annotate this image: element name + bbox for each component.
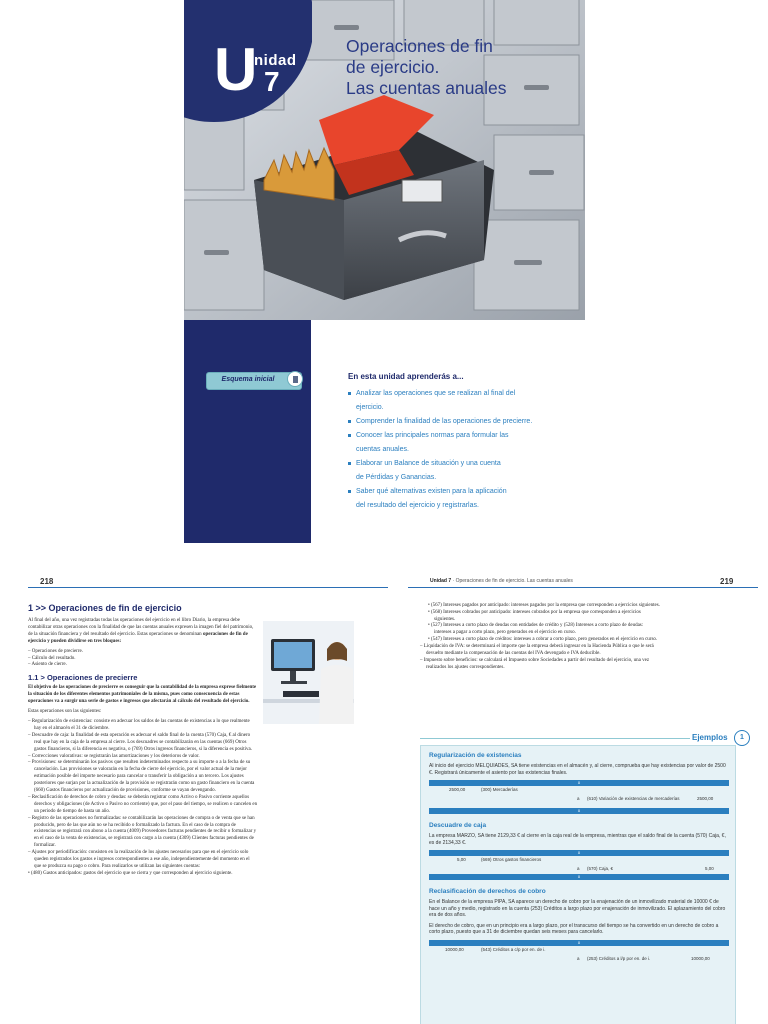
book-spread	[8, 563, 768, 1024]
objective-line: del resultado del ejercicio y registrarlas.	[356, 502, 479, 509]
credit-separator: a	[577, 796, 580, 801]
left-column	[28, 603, 258, 878]
example-title: Regularización de existencias	[429, 752, 522, 759]
operation-item: – Liquidación de IVA: se determinará el importe que la empresa deberá ingresar en la Hacienda Pública o que le será devuelto mediante la compensación de las cuentas del IVA devengado e IVA deducible.	[420, 643, 654, 656]
intro-text: Al final del año, una vez registradas todas las operaciones del ejercicio en el libro Diario, la empresa debe contabilizar otras operaciones con la finalidad de que las cuentas anuales expresen la imagen fiel del patrimonio, de la situación financiera y del resultado del ejercicio. Estas operaciones se denominan	[28, 618, 254, 637]
journal-row	[429, 795, 729, 804]
examples-number: 1	[734, 730, 750, 746]
precierre-paragraph: El objetivo de las operaciones de precierre es conseguir que la contabilidad de la empresa exprese fielmente la situación de los diferentes elementos patrimoniales de la misma, pues como consecuencia de estas operaciones va a surgir una serie de gastos e ingresos que afectarán al cálculo del resultado del ejercicio.	[28, 685, 257, 705]
debit-amount: 5,00	[457, 857, 466, 862]
block-item: – Cálculo del resultado.	[28, 655, 76, 661]
example-text: El derecho de cobro, que en un principio era a largo plazo, por el transcurso del tiempo se ha convertido en un derecho de cobro a corto plazo, puesto que a 31 de diciembre quedan seis meses para cancelarlo.	[429, 922, 719, 935]
objective-item	[348, 387, 578, 415]
block-item: – Operaciones de precierre.	[28, 648, 83, 654]
example-text: La empresa MARZO, SA tiene 2129,33 € al cierre en la caja real de la empresa, mientras que el saldo final de la cuenta (570) Caja, €, es de 2134,33 €.	[429, 833, 726, 846]
operation-item: – Ajustes por periodificación: consisten en la realización de los ajustes necesarios para que en el ejercicio solo queden registrados los gastos e ingresos correspondientes a ese año, independientemente del momento en el que se produzca su pago o cobro. Para realizarlos se utilizan las siguientes cuentas:	[28, 850, 250, 869]
credit-account: (253) Créditos a l/p por en. de i.	[587, 955, 651, 961]
running-head-unit: Unidad 7	[430, 578, 452, 584]
document-icon	[287, 371, 303, 387]
journal-row	[429, 865, 729, 874]
credit-account: (610) Variación de existencias de mercaderías	[587, 796, 680, 801]
journal-row	[429, 946, 729, 955]
journal-separator: x	[429, 808, 729, 814]
unit-badge	[184, 0, 312, 128]
blocks-list	[28, 649, 258, 670]
example-text: Al inicio del ejercicio MELQUIADES, SA tiene existencias en el almacén y, al cierre, comprueba que hay existencias por valor de 2500 €. Registrará únicamente el asiento por las existencias finales.	[429, 763, 726, 776]
unit-cover	[184, 0, 585, 543]
objectives-list	[348, 387, 578, 513]
page-number-right: 219	[720, 577, 734, 586]
objective-item	[348, 457, 578, 485]
operation-item: – Descuadre de caja: la finalidad de esta operación es adecuar el saldo final de la cuenta (570) Caja, € al dinero real que hay en la caja de la empresa al cierre. Los descuadres se contabilizarán en las cuentas (669) Otros gastos financieros, si la diferencia es negativa, o (769) Otros ingresos financieros, si la diferencia es positiva.	[28, 732, 252, 752]
journal-row	[429, 856, 729, 865]
debit-amount: 10000,00	[445, 946, 464, 952]
learning-objectives	[348, 372, 578, 513]
debit-account: (669) Otros gastos financieros	[481, 857, 542, 862]
objective-line: cuentas anuales.	[356, 446, 409, 453]
journal-row	[429, 786, 729, 795]
examples-content	[420, 745, 736, 1024]
office-computer-photo	[263, 621, 354, 724]
objective-line: de Pérdidas y Ganancias.	[356, 474, 437, 481]
subsection-title: 1.1 > Operaciones de precierre	[28, 673, 138, 683]
header-rule-right	[408, 587, 758, 588]
unit-title	[346, 36, 576, 99]
objective-line: Conocer las principales normas para formular las	[356, 432, 509, 439]
operation-item: – Correcciones valorativas: se registrarán las amortizaciones y los deterioros de valor.	[28, 753, 200, 759]
block-item: – Asiento de cierre.	[28, 662, 67, 668]
objective-item	[348, 485, 578, 513]
journal-entry	[429, 780, 729, 814]
journal-row	[429, 955, 729, 964]
journal-entry	[429, 940, 729, 964]
credit-account: (570) Caja, €	[587, 866, 614, 871]
operation-item: – Provisiones: se determinarán los pasivos que resulten indeterminados respecto a su importe o a la fecha de su cancelación. Las provisiones se valorarán en la fecha de cierre del ejercicio, por el valor actual de la mejor estimación posible del importe necesario para cancelar o transferir la obligación a un tercero. Los ajustes posteriores que surjan por la actualización de la provisión se registrarán como un gasto financiero en la cuenta (660) Gastos financieros por actualización de provisiones, conforme se vayan devengando.	[28, 760, 255, 794]
example-title: Reclasificación de derechos de cobro	[429, 888, 546, 895]
cover-side-bar	[184, 320, 311, 543]
journal-entry	[429, 850, 729, 880]
header-rule-left	[28, 587, 388, 588]
operation-item: – Regularización de existencias: consiste en adecuar los saldos de las cuentas de existencias a lo que realmente hay en el almacén el 31 de diciembre.	[28, 718, 250, 731]
objective-item	[348, 429, 578, 457]
credit-amount: 2500,00	[697, 796, 714, 801]
credit-separator: a	[577, 866, 580, 871]
objective-line: Analizar las operaciones que se realizan al final del	[356, 390, 516, 397]
page-number-left: 218	[40, 577, 54, 586]
scheme-button-overlay[interactable]	[206, 372, 302, 390]
objective-line: Saber qué alternativas existen para la aplicación	[356, 488, 507, 495]
right-column	[420, 603, 660, 671]
objective-item	[348, 415, 578, 429]
examples-rule	[420, 738, 690, 739]
journal-separator: x	[429, 780, 729, 786]
section-title: 1 >> Operaciones de fin de ejercicio	[28, 603, 182, 613]
intro-bold: operaciones de fin de ejercicio y pueden dividirse en tres bloques:	[28, 631, 248, 644]
scheme-button-label: Esquema inicial	[221, 376, 275, 383]
account-item: • (567) Intereses pagados por anticipado: intereses pagados por la empresa que corresponden a ejercicios siguientes.	[428, 603, 660, 608]
journal-separator: x	[429, 850, 729, 856]
credit-amount: 5,00	[705, 866, 714, 871]
intro-paragraph	[28, 618, 258, 646]
operation-item: – Impuesto sobre beneficios: se calculará el Impuesto sobre Sociedades a partir del resultado del ejercicio, una vez realizados los ajustes correspondientes.	[420, 657, 650, 670]
journal-separator: x	[429, 940, 729, 946]
credit-amount: 10000,00	[691, 955, 710, 961]
account-item: • (547) Intereses a corto plazo de créditos: intereses a cobrar a corto plazo, pero generados en el ejercicio en curso.	[428, 636, 658, 642]
unit-title-line: Operaciones de fin	[346, 36, 493, 56]
account-item: • (527) Intereses a corto plazo de deudas con entidades de crédito y (528) Intereses a corto plazo de deudas: intereses a pagar a corto plazo, pero generados en el ejercicio en curso.	[428, 623, 644, 636]
badge-word: nidad	[254, 52, 297, 69]
operation-item: • (480) Gastos anticipados: gastos del ejercicio que se cierra y que corresponden al ejercicio siguiente.	[28, 870, 233, 876]
badge-letter: U	[214, 36, 258, 103]
operation-item: – Registro de las operaciones no formalizadas: se contabilizarán las operaciones de compra o de venta que se han producido, pero de las que aún no se ha recibido o formalizado la factura. En el caso de la compra de existencias se registrará con abono a la cuenta (4009) Proveedores facturas pendientes de recibir o formalizar y en el caso de la venta de existencias, se registrará con cargo a la cuenta (4309) Clientes facturas pendientes de formalizar.	[28, 815, 257, 849]
debit-account: (543) Créditos a c/p por en. de i.	[481, 946, 546, 952]
operation-item: – Reclasificación de derechos de cobro y deudas: se deberán registrar como Activo o Pasivo corriente aquellos derechos y obligaciones (de Activo o Pasivo no corriente) que, por el paso del tiempo, se realicen o cancelen en un periodo de tiempo de hasta un año.	[28, 794, 258, 814]
badge-number: 7	[264, 66, 280, 97]
example-title: Descuadre de caja	[429, 822, 487, 829]
example-text: En el Balance de la empresa PIPA, SA aparece un derecho de cobro por la enajenación de un inmovilizado material de 10000 € de hace un año y medio, registrado en la cuenta (253) Créditos a largo plazo por enajenación de inmovilizado. El aplazamiento del cobro era de dos años.	[429, 899, 726, 918]
account-item: • (568) Intereses cobrados por anticipado: intereses cobrados por la empresa que corresponden a ejercicios siguientes.	[428, 609, 641, 622]
unit-title-line: Las cuentas anuales	[346, 78, 507, 98]
operations-list	[28, 719, 258, 878]
debit-amount: 2500,00	[449, 787, 466, 792]
objective-line: Comprender la finalidad de las operaciones de precierre.	[356, 418, 533, 425]
operations-intro: Estas operaciones son las siguientes:	[28, 709, 102, 715]
credit-separator: a	[577, 955, 580, 961]
learning-objectives-title: En esta unidad aprenderás a...	[348, 372, 464, 381]
running-head	[430, 578, 573, 584]
examples-label: Ejemplos	[692, 733, 728, 742]
running-head-title: · Operaciones de fin de ejercicio. Las cuentas anuales	[451, 578, 573, 584]
objective-line: Elaborar un Balance de situación y una cuenta	[356, 460, 501, 467]
journal-separator: x	[429, 874, 729, 880]
examples-box	[420, 733, 756, 1024]
objective-line: ejercicio.	[356, 404, 384, 411]
debit-account: (300) Mercaderías	[481, 787, 518, 792]
unit-title-line: de ejercicio.	[346, 57, 440, 77]
